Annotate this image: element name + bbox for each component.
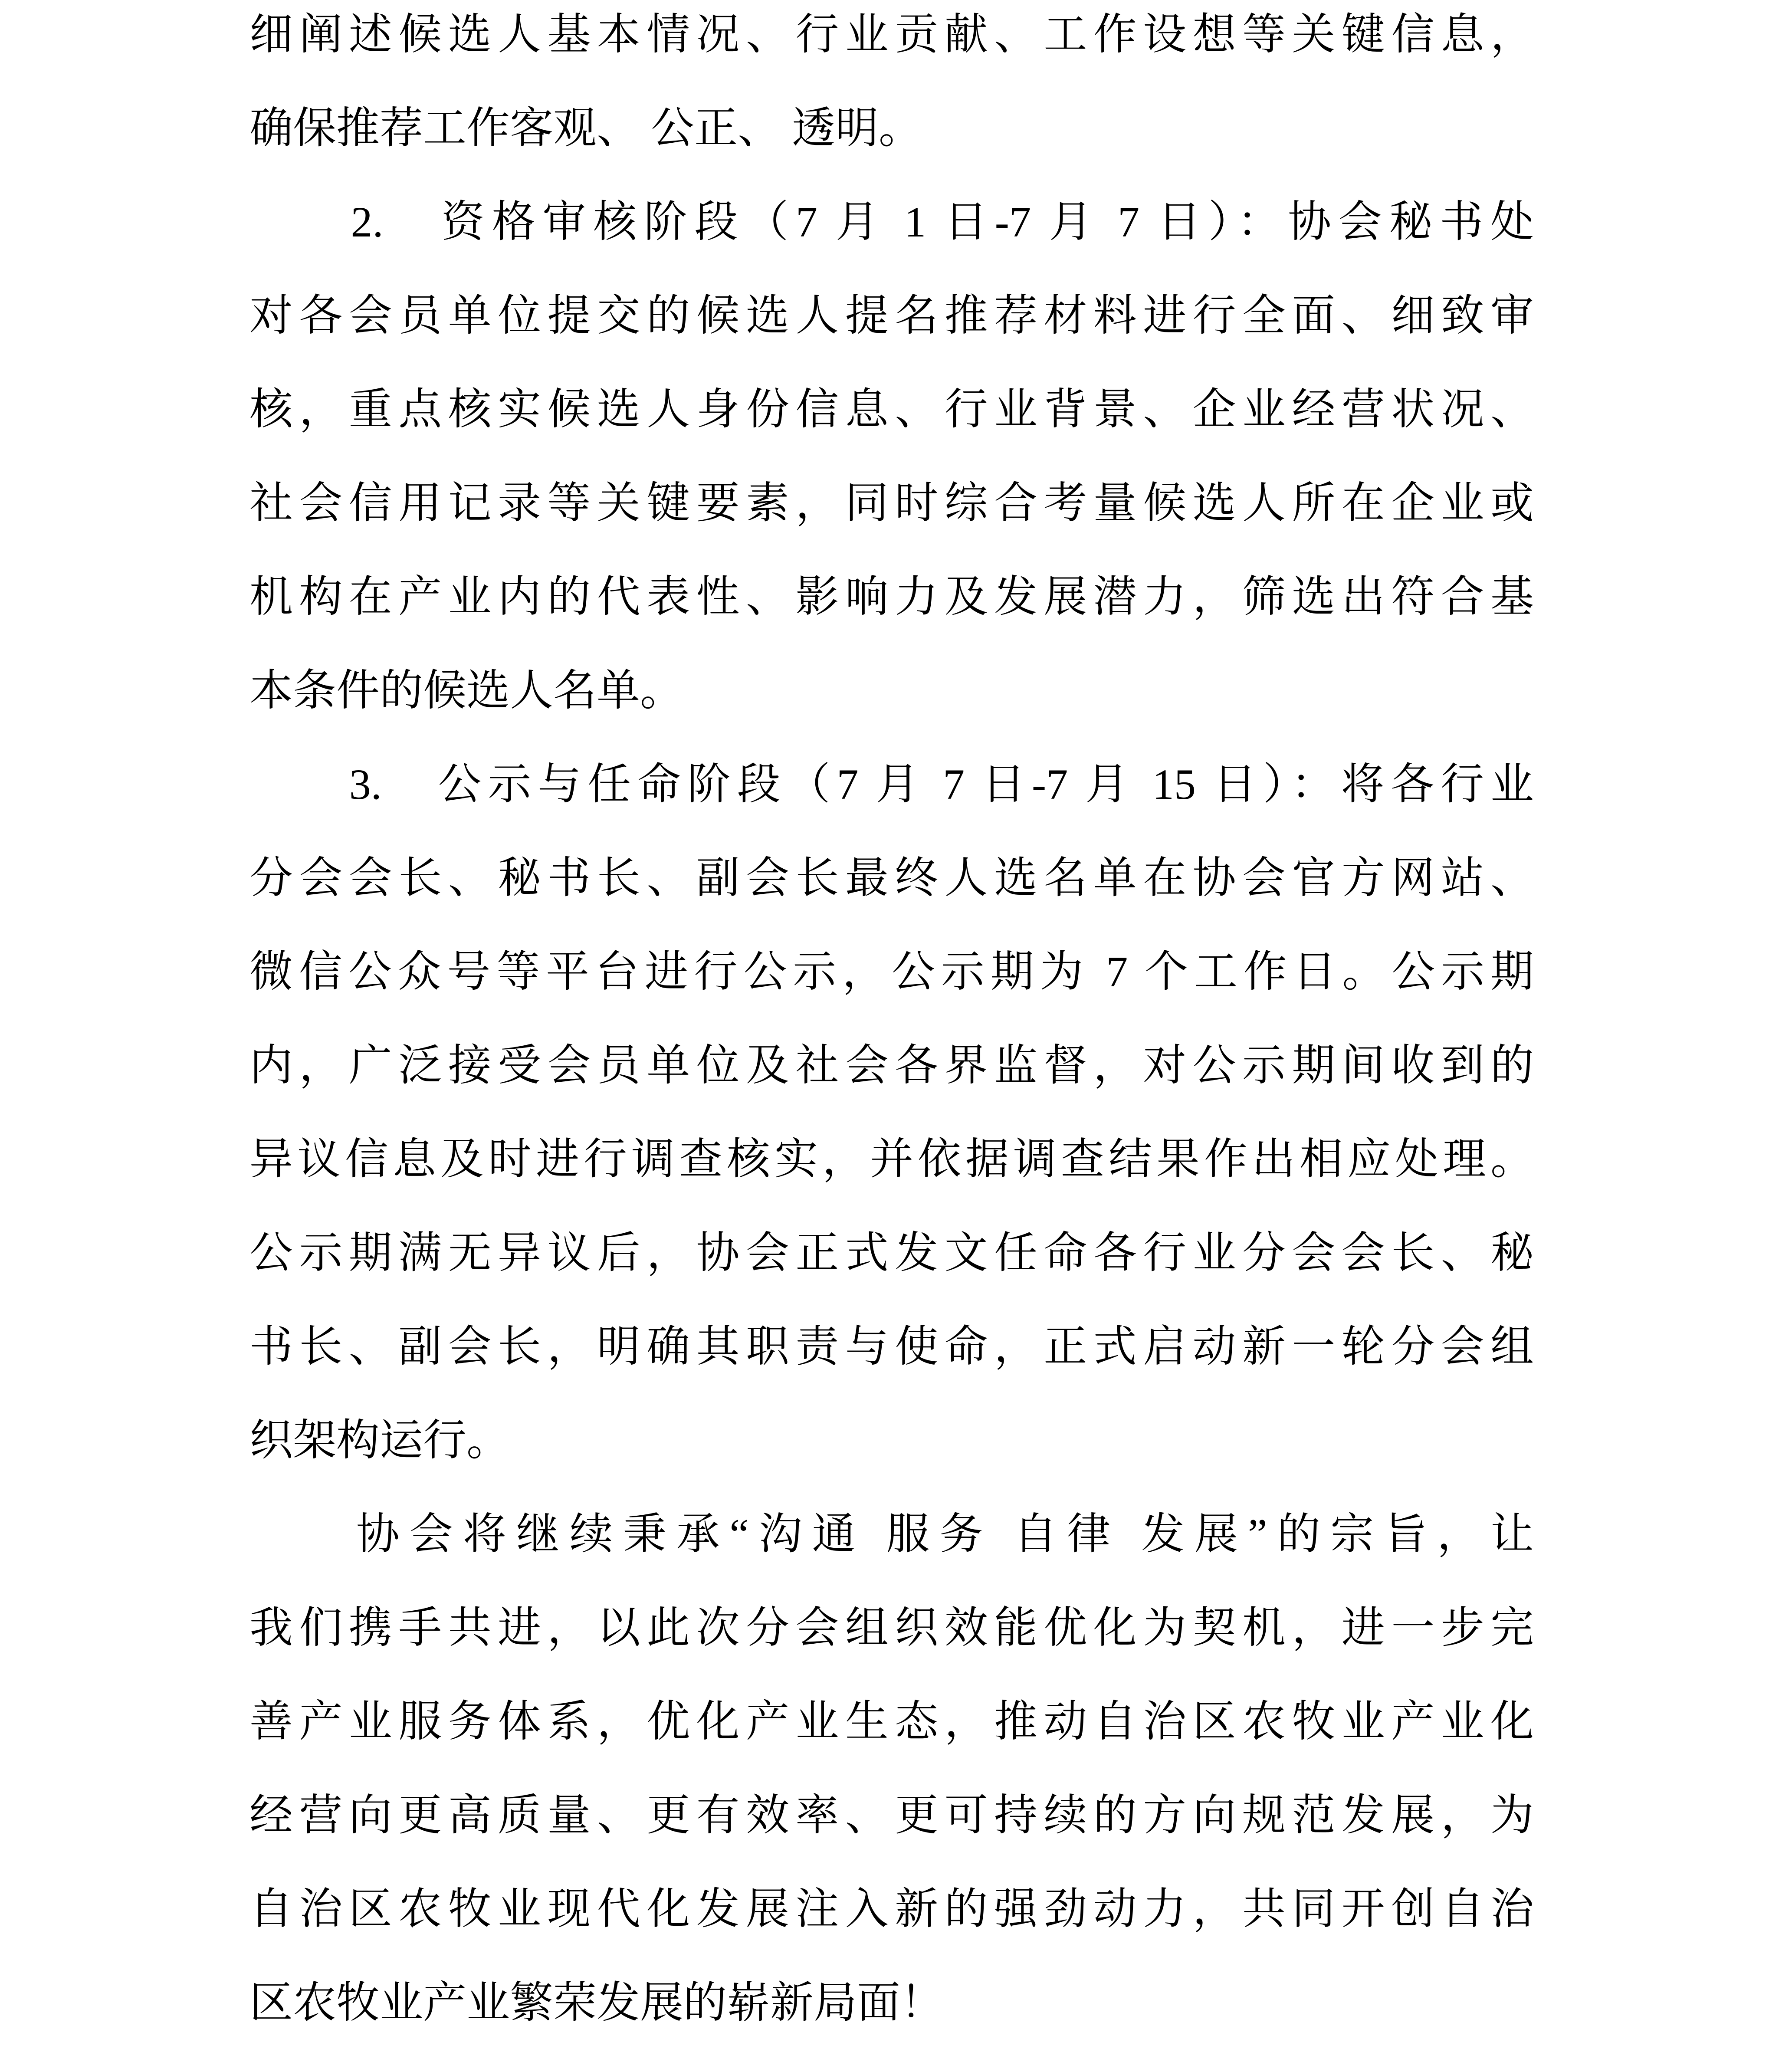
text-line: 分会会长、秘书长、副会长最终人选名单在协会官方网站、: [249, 854, 1534, 902]
text-line: 确保推荐工作客观、 公正、 透明。: [249, 104, 922, 152]
text-line: 核，重点核实候选人身份信息、行业背景、企业经营状况、: [249, 385, 1534, 433]
text-line: 社会信用记录等关键要素，同时综合考量候选人所在企业或: [249, 479, 1534, 527]
text-line: 机构在产业内的代表性、影响力及发展潜力，筛选出符合基: [249, 573, 1534, 621]
text-line: 我们携手共进，以此次分会组织效能优化为契机，进一步完: [249, 1604, 1534, 1652]
text-line: 协会将继续秉承“沟通 服务 自律 发展”的宗旨，让: [249, 1510, 1534, 1558]
text-line: 对各会员单位提交的候选人提名推荐材料进行全面、细致审: [249, 292, 1534, 340]
text-line: 异议信息及时进行调查核实，并依据调查结果作出相应处理。: [249, 1135, 1534, 1183]
text-line: 善产业服务体系，优化产业生态，推动自治区农牧业产业化: [249, 1698, 1534, 1746]
text-line: 3. 公示与任命阶段（7 月 7 日-7 月 15 日）：将各行业: [249, 760, 1534, 808]
text-line: 本条件的候选人名单。: [249, 667, 683, 715]
document-text-block: [249, 0, 1534, 2050]
text-line: 公示期满无异议后，协会正式发文任命各行业分会会长、秘: [249, 1229, 1534, 1277]
text-line: 书长、副会长，明确其职责与使命，正式启动新一轮分会组: [249, 1323, 1534, 1371]
text-line: 自治区农牧业现代化发展注入新的强劲动力，共同开创自治: [249, 1885, 1534, 1933]
text-line: 微信公众号等平台进行公示，公示期为 7 个工作日。公示期: [249, 948, 1534, 996]
text-line: 区农牧业产业繁荣发展的崭新局面！: [249, 1979, 944, 2027]
text-line: 织架构运行。: [249, 1416, 510, 1464]
text-line: 内，广泛接受会员单位及社会各界监督，对公示期间收到的: [249, 1041, 1534, 1090]
text-line: 细阐述候选人基本情况、行业贡献、工作设想等关键信息，: [249, 10, 1534, 59]
text-line: 经营向更高质量、更有效率、更可持续的方向规范发展，为: [249, 1791, 1534, 1839]
text-line: 2. 资格审核阶段（7 月 1 日-7 月 7 日）：协会秘书处: [249, 198, 1534, 246]
